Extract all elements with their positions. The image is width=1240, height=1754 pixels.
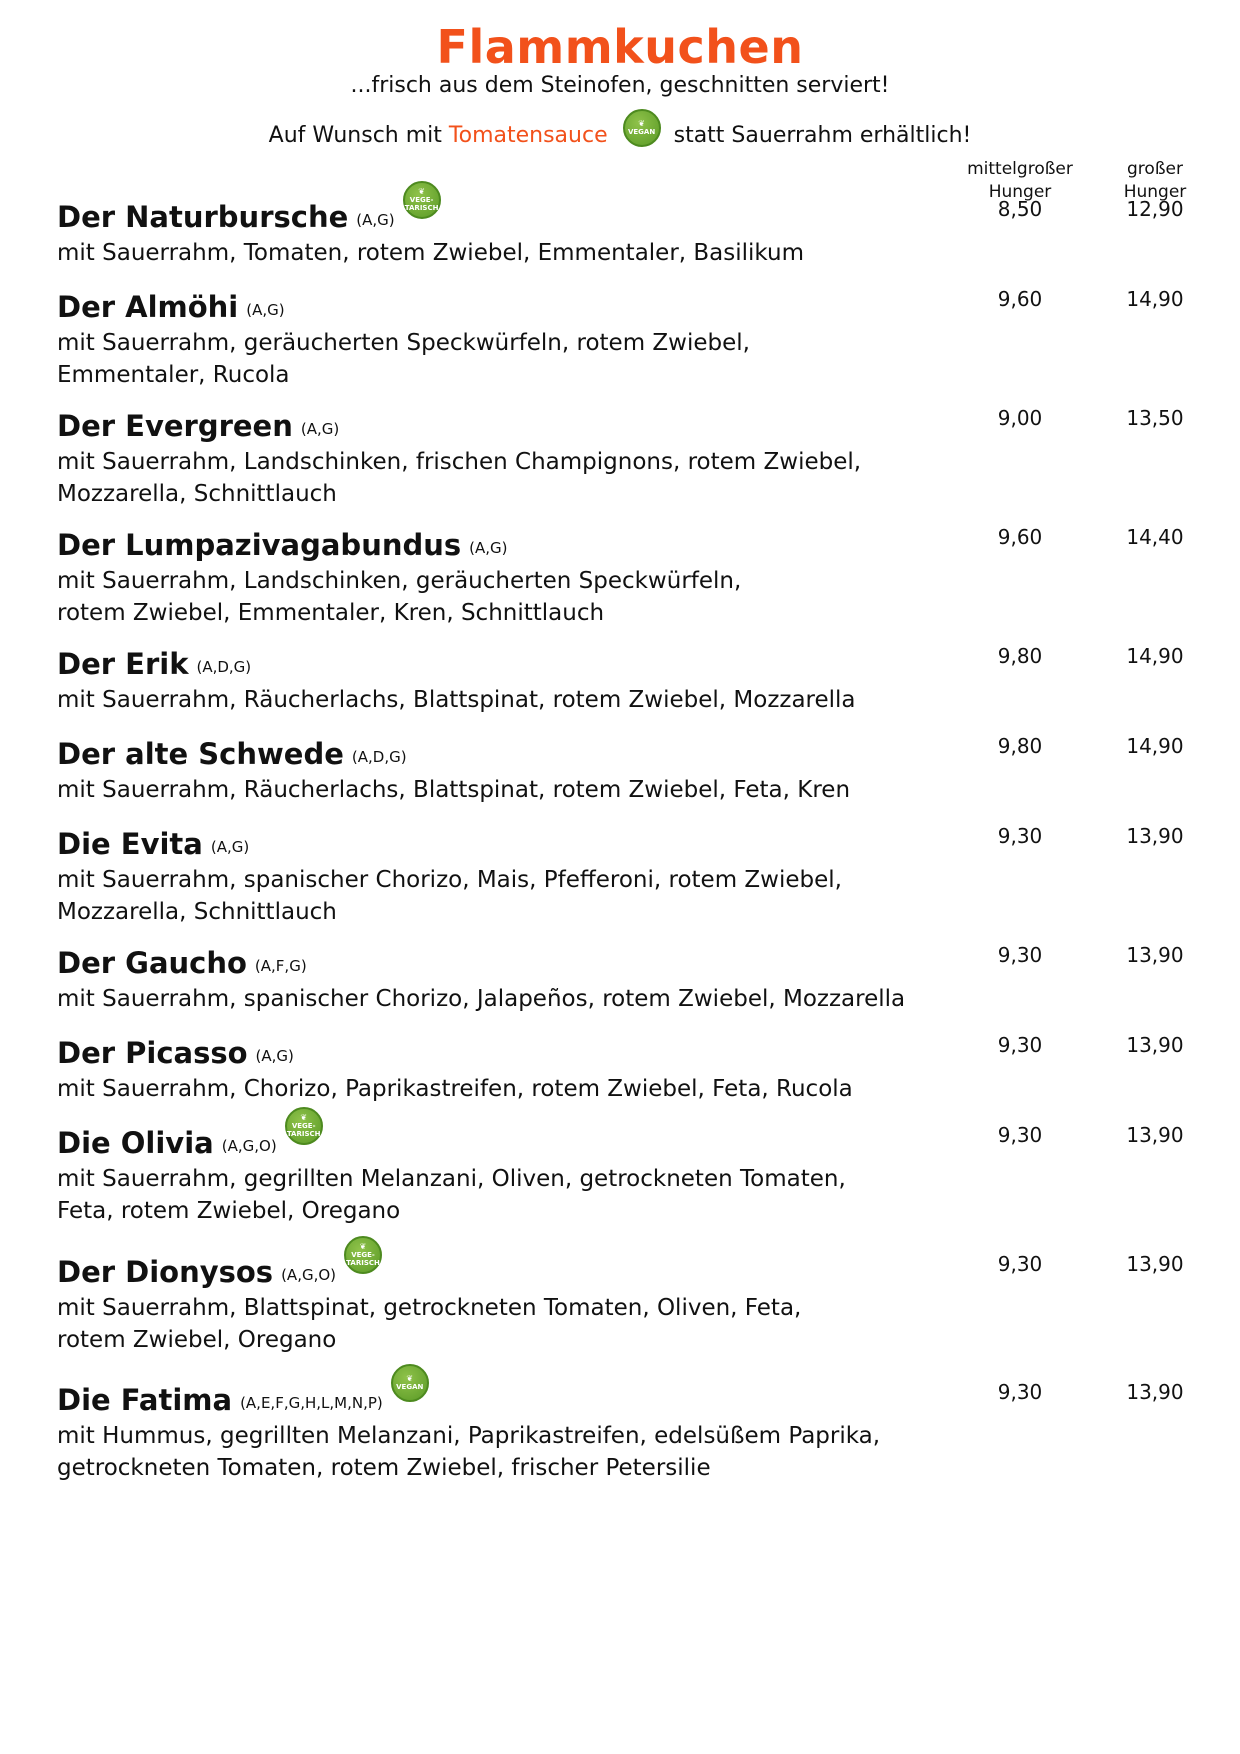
price-large: 13,90: [1126, 943, 1184, 967]
item-allergens: (A,D,G): [196, 658, 252, 676]
page-title: Flammkuchen: [436, 20, 804, 74]
item-allergens: (A,G): [469, 539, 508, 557]
item-allergens: (A,G): [300, 420, 340, 438]
price-medium: 9,30: [997, 1123, 1043, 1147]
price-medium: 9,30: [997, 1252, 1043, 1276]
note-accent: Tomatensauce: [448, 123, 608, 148]
menu-item: [57, 941, 1187, 1015]
item-description: mit Sauerrahm, Tomaten, rotem Zwiebel, Emmentaler, Basilikum: [57, 240, 805, 266]
price-large: 12,90: [1126, 197, 1184, 221]
menu-item: [57, 822, 1187, 928]
page-subtitle: ...frisch aus dem Steinofen, geschnitten serviert!: [350, 73, 890, 98]
item-name: Der Picasso: [57, 1036, 248, 1070]
item-name: Der Lumpazivagabundus: [57, 528, 462, 562]
vegetarian-badge-icon: ❦ VEGE- TARISCH: [285, 1107, 323, 1145]
price-large: 14,90: [1126, 644, 1184, 668]
menu-item: [57, 1374, 1187, 1484]
item-description: mit Sauerrahm, gegrillten Melanzani, Oliven, getrockneten Tomaten, Feta, rotem Zwiebel, Oregano: [57, 1166, 846, 1224]
item-name: Der alte Schwede: [57, 737, 344, 771]
item-name: Der Erik: [57, 647, 189, 681]
price-large: 13,90: [1126, 824, 1184, 848]
vegetarian-badge-icon: ❦ VEGE- TARISCH: [403, 181, 441, 219]
price-medium: 9,60: [997, 525, 1043, 549]
price-large: 13,90: [1126, 1123, 1184, 1147]
item-description: mit Sauerrahm, Chorizo, Paprikastreifen, rotem Zwiebel, Feta, Rucola: [57, 1076, 853, 1102]
note-prefix: Auf Wunsch mit: [268, 123, 442, 148]
item-name: Die Fatima: [57, 1383, 233, 1417]
item-description: mit Sauerrahm, geräucherten Speckwürfeln, rotem Zwiebel, Emmentaler, Rucola: [57, 330, 750, 388]
item-description: mit Sauerrahm, spanischer Chorizo, Mais, Pfefferoni, rotem Zwiebel, Mozzarella, Schnittlauch: [57, 867, 842, 925]
item-allergens: (A,G): [356, 211, 395, 229]
price-medium: 9,60: [997, 287, 1043, 311]
menu-item: [57, 732, 1187, 806]
vegan-badge-icon: ❦ VEGAN: [623, 109, 661, 147]
price-medium: 9,00: [997, 406, 1043, 430]
menu-item: [57, 187, 1187, 269]
menu-item: [57, 285, 1187, 391]
price-large: 13,90: [1126, 1033, 1184, 1057]
item-description: mit Sauerrahm, Räucherlachs, Blattspinat, rotem Zwiebel, Mozzarella: [57, 687, 856, 713]
price-large: 14,40: [1126, 525, 1184, 549]
item-description: mit Sauerrahm, Blattspinat, getrockneten Tomaten, Oliven, Feta, rotem Zwiebel, Oregano: [57, 1295, 802, 1353]
price-large: 13,50: [1126, 406, 1184, 430]
item-description: mit Sauerrahm, spanischer Chorizo, Jalapeños, rotem Zwiebel, Mozzarella: [57, 986, 906, 1012]
item-allergens: (A,E,F,G,H,L,M,N,P): [240, 1394, 383, 1412]
item-name: Die Olivia: [57, 1126, 214, 1160]
item-name: Der Gaucho: [57, 946, 247, 980]
item-name: Der Almöhi: [57, 290, 239, 324]
column-header-large: großer Hunger: [1123, 159, 1187, 202]
vegan-badge-icon: ❦ VEGAN: [391, 1364, 429, 1402]
price-large: 14,90: [1126, 734, 1184, 758]
item-allergens: (A,D,G): [351, 748, 407, 766]
item-allergens: (A,G,O): [221, 1137, 277, 1155]
item-allergens: (A,G,O): [281, 1266, 337, 1284]
item-description: mit Sauerrahm, Landschinken, frischen Champignons, rotem Zwiebel, Mozzarella, Schnittlauch: [57, 449, 862, 507]
price-medium: 9,80: [997, 734, 1043, 758]
price-large: 13,90: [1126, 1380, 1184, 1404]
price-large: 13,90: [1126, 1252, 1184, 1276]
item-allergens: (A,G): [210, 838, 250, 856]
item-description: mit Sauerrahm, Landschinken, geräucherten Speckwürfeln, rotem Zwiebel, Emmentaler, Kren, Schnittlauch: [57, 568, 742, 626]
tomato-sauce-note: [0, 117, 1240, 155]
item-description: mit Hummus, gegrillten Melanzani, Paprikastreifen, edelsüßem Paprika, getrockneten Tomaten, rotem Zwiebel, frischer Petersilie: [57, 1423, 881, 1481]
item-description: mit Sauerrahm, Räucherlachs, Blattspinat, rotem Zwiebel, Feta, Kren: [57, 777, 851, 803]
price-medium: 9,80: [997, 644, 1043, 668]
price-medium: 9,30: [997, 943, 1043, 967]
item-name: Der Evergreen: [57, 409, 293, 443]
menu-item: [57, 523, 1187, 629]
price-large: 14,90: [1126, 287, 1184, 311]
item-name: Der Dionysos: [57, 1255, 274, 1289]
price-medium: 9,30: [997, 1033, 1043, 1057]
item-allergens: (A,F,G): [254, 957, 307, 975]
price-medium: 9,30: [997, 1380, 1043, 1404]
item-name: Die Evita: [57, 827, 203, 861]
column-header-medium: mittelgroßer Hunger: [967, 159, 1073, 202]
menu-item: [57, 1242, 1187, 1356]
note-suffix: statt Sauerrahm erhältlich!: [673, 123, 972, 148]
menu-item: [57, 1113, 1187, 1227]
menu-item: [57, 642, 1187, 716]
menu-item: [57, 404, 1187, 510]
price-medium: 9,30: [997, 824, 1043, 848]
item-allergens: (A,G): [255, 1047, 294, 1065]
item-allergens: (A,G): [246, 301, 285, 319]
menu-item: [57, 1031, 1187, 1105]
item-name: Der Naturbursche: [57, 200, 349, 234]
price-medium: 8,50: [997, 197, 1043, 221]
vegetarian-badge-icon: ❦ VEGE- TARISCH: [344, 1236, 382, 1274]
